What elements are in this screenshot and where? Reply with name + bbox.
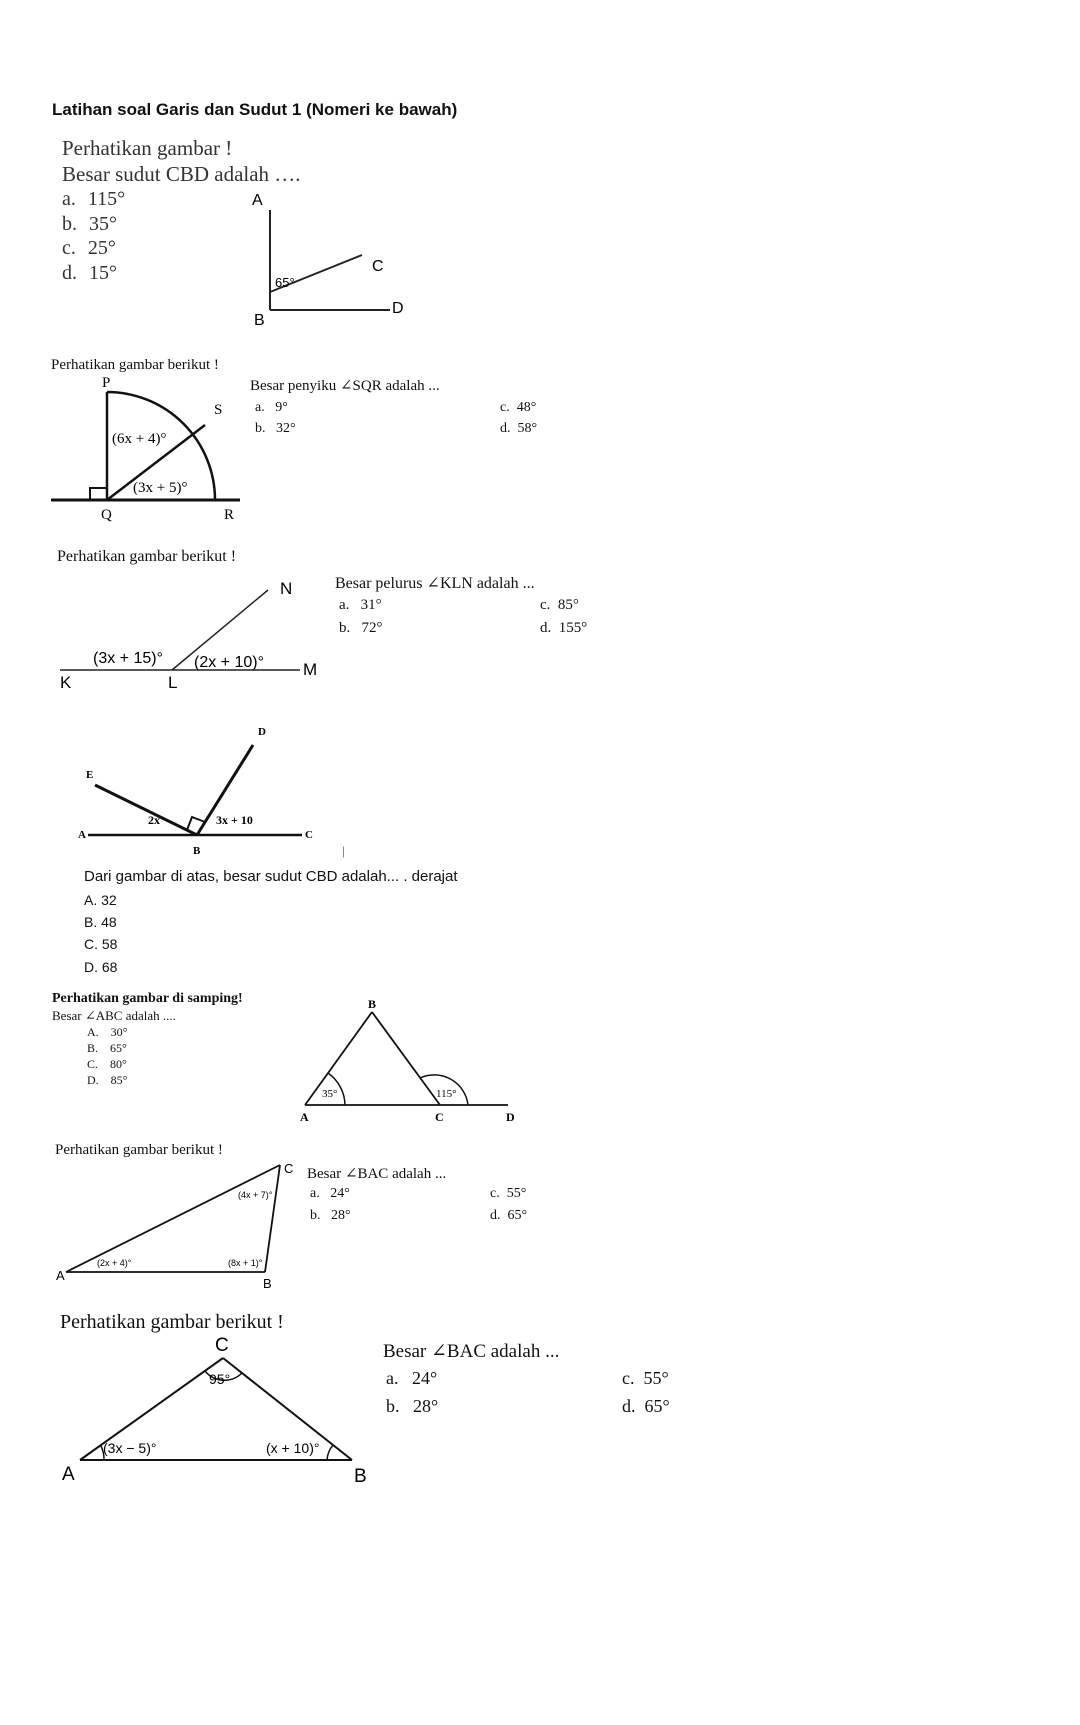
q7-label-C: C xyxy=(215,1335,229,1356)
q3-label-L: L xyxy=(168,673,178,692)
q3-angle1: (3x + 15)° xyxy=(93,650,163,667)
q2-angle1: (6x + 4)° xyxy=(112,431,167,447)
q5-label-B: B xyxy=(368,997,377,1011)
q2-intro: Perhatikan gambar berikut ! xyxy=(51,357,219,373)
q7-intro: Perhatikan gambar berikut ! xyxy=(60,1311,284,1333)
q6-intro: Perhatikan gambar berikut ! xyxy=(55,1142,223,1158)
q7-label-B: B xyxy=(354,1466,367,1487)
q6-label-A: A xyxy=(56,1268,65,1283)
q3-label-K: K xyxy=(60,673,72,692)
q5-angle2: 115° xyxy=(436,1088,457,1100)
q2-option-c: c. 48° xyxy=(500,400,537,415)
q2-label-S: S xyxy=(214,402,223,418)
q6-question: Besar ∠BAC adalah ... xyxy=(307,1166,447,1182)
q7-label-A: A xyxy=(62,1464,75,1485)
q6-label-B: B xyxy=(263,1276,272,1291)
q3-option-d: d. 155° xyxy=(540,620,588,636)
q1-label-D: D xyxy=(392,300,404,317)
q2-label-R: R xyxy=(224,507,235,523)
q4-option-b: B. 48 xyxy=(84,914,117,930)
q6-option-d: d. 65° xyxy=(490,1208,528,1223)
q2-label-Q: Q xyxy=(101,507,112,523)
q5-label-A: A xyxy=(300,1110,309,1124)
q4-label-E: E xyxy=(86,769,94,781)
q5-option-c: C. 80° xyxy=(87,1057,127,1071)
q4-angle1: 2x xyxy=(148,813,160,827)
q2-angle2: (3x + 5)° xyxy=(133,480,188,496)
q1-option-d: d. 15° xyxy=(62,262,117,284)
q7-option-c: c. 55° xyxy=(622,1368,669,1388)
q7-angleB: (x + 10)° xyxy=(266,1440,320,1456)
q5-option-a: A. 30° xyxy=(87,1025,128,1039)
q5-label-D: D xyxy=(506,1110,515,1124)
q3-option-c: c. 85° xyxy=(540,597,579,613)
q5-question: Besar ∠ABC adalah .... xyxy=(52,1008,176,1023)
q6-option-b: b. 28° xyxy=(310,1208,351,1223)
q5-intro: Perhatikan gambar di samping! xyxy=(52,991,243,1006)
q7-option-a: a. 24° xyxy=(386,1368,438,1388)
q1-label-C: C xyxy=(372,258,384,275)
page-title: Latihan soal Garis dan Sudut 1 (Nomeri ke bawah) xyxy=(52,100,458,119)
q6-label-C: C xyxy=(284,1161,294,1176)
q4-question: Dari gambar di atas, besar sudut CBD adalah... . derajat xyxy=(84,868,458,885)
q6-angleC: (4x + 7)° xyxy=(238,1190,273,1200)
q3-intro: Perhatikan gambar berikut ! xyxy=(57,548,237,565)
q3-label-N: N xyxy=(280,579,293,598)
q1-intro: Perhatikan gambar ! xyxy=(62,136,233,160)
q4-label-B: B xyxy=(193,845,201,857)
q7-angleC: 95° xyxy=(209,1371,231,1387)
q3-question: Besar pelurus ∠KLN adalah ... xyxy=(335,575,535,592)
q4-option-a: A. 32 xyxy=(84,892,117,908)
q1-question: Besar sudut CBD adalah …. xyxy=(62,162,301,186)
q4-label-D: D xyxy=(258,726,266,738)
q3-option-a: a. 31° xyxy=(339,597,382,613)
q4-option-d: D. 68 xyxy=(84,959,118,975)
q7-option-b: b. 28° xyxy=(386,1396,439,1416)
q6-option-a: a. 24° xyxy=(310,1186,350,1201)
q1-label-A: A xyxy=(252,192,263,209)
q6-angleB: (8x + 1)° xyxy=(228,1258,263,1268)
q4-label-C: C xyxy=(305,829,313,841)
q7-option-d: d. 65° xyxy=(622,1396,670,1416)
q1-angle-label: 65° xyxy=(275,275,295,290)
q1-label-B: B xyxy=(254,312,265,329)
q5-option-d: D. 85° xyxy=(87,1073,128,1087)
q6-option-c: c. 55° xyxy=(490,1186,527,1201)
q2-option-a: a. 9° xyxy=(255,400,288,415)
q7-question: Besar ∠BAC adalah ... xyxy=(383,1341,560,1362)
q2-option-d: d. 58° xyxy=(500,421,538,436)
q5-angle1: 35° xyxy=(322,1088,338,1100)
q1-option-b: b. 35° xyxy=(62,213,117,235)
q2-label-P: P xyxy=(102,375,111,391)
q5-option-b: B. 65° xyxy=(87,1041,127,1055)
q7-angleA: (3x − 5)° xyxy=(103,1440,157,1456)
q1-option-a: a. 115° xyxy=(62,188,126,210)
q1-option-c: c. 25° xyxy=(62,237,116,259)
q3-option-b: b. 72° xyxy=(339,620,383,636)
q2-question: Besar penyiku ∠SQR adalah ... xyxy=(250,378,440,394)
q6-angleA: (2x + 4)° xyxy=(97,1258,132,1268)
q5-label-C: C xyxy=(435,1110,444,1124)
q3-angle2: (2x + 10)° xyxy=(194,654,264,671)
q2-option-b: b. 32° xyxy=(255,421,296,436)
q4-mark: | xyxy=(342,843,345,858)
q3-label-M: M xyxy=(303,660,318,679)
q4-label-A: A xyxy=(78,829,86,841)
q4-option-c: C. 58 xyxy=(84,936,118,952)
q4-angle2: 3x + 10 xyxy=(216,813,253,827)
